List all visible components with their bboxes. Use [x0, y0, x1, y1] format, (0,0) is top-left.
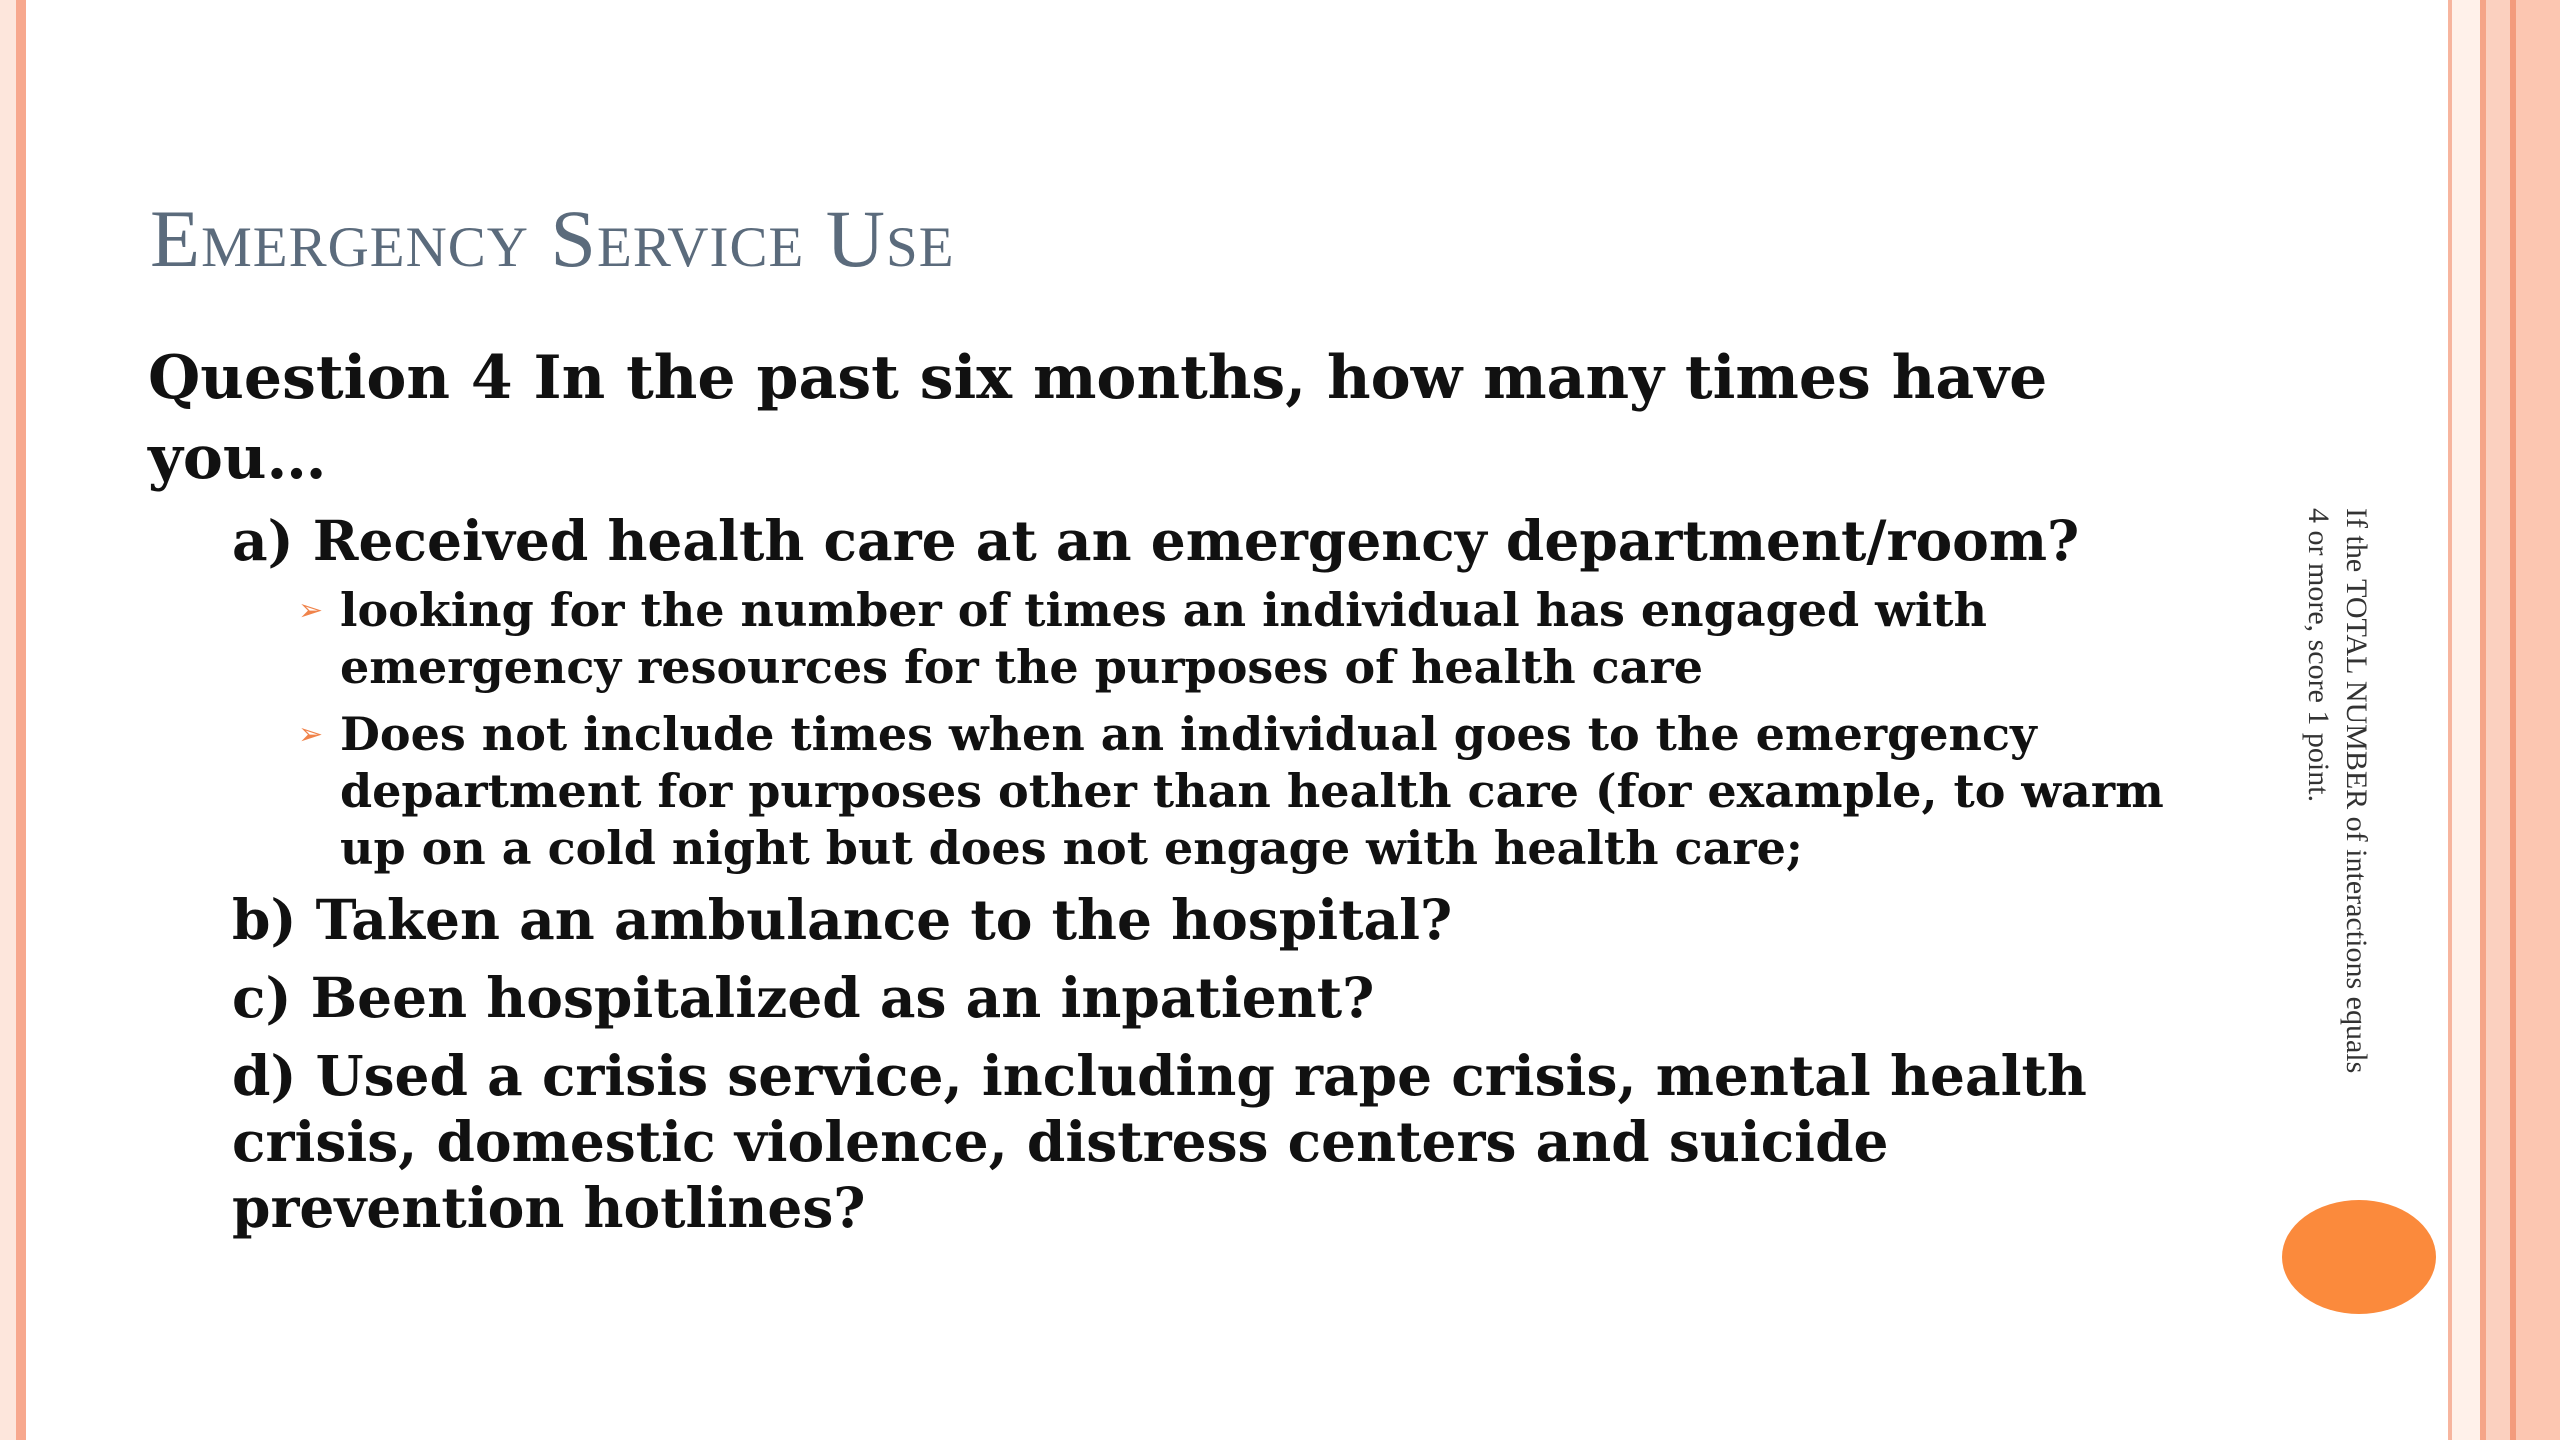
item-b: b) Taken an ambulance to the hospital?: [232, 887, 1453, 952]
item-a: a) Received health care at an emergency department/room?: [232, 508, 2080, 573]
question-text: Question 4 In the past six months, how many times have you…: [148, 343, 2048, 493]
bullet-item: [148, 706, 2208, 877]
bullet-item: [148, 582, 2208, 696]
item-c: c) Been hospitalized as an inpatient?: [232, 965, 1375, 1030]
right-border-band: [2486, 0, 2510, 1440]
right-border-band: [2452, 0, 2480, 1440]
arrow-bullet-icon: ➢: [298, 593, 324, 628]
right-border-band: [2516, 0, 2560, 1440]
arrow-bullet-icon: ➢: [298, 717, 324, 752]
slide-title: Emergency Service Use: [150, 193, 955, 284]
left-border-light: [0, 0, 16, 1440]
bullet-text: Does not include times when an individual goes to the emergency department for purposes other than health care (for example, to warm up on a cold night but does not engage with health care;: [340, 707, 2164, 875]
bullet-text: looking for the number of times an individual has engaged with emergency resources for the purposes of health care: [340, 583, 1987, 694]
item-d: d) Used a crisis service, including rape crisis, mental health crisis, domestic violence, distress centers and suicide prevention hotlines?: [232, 1043, 2087, 1240]
orange-circle-decoration: [2282, 1200, 2436, 1314]
side-note: If the TOTAL NUMBER of interactions equals 4 or more, score 1 point.: [2302, 508, 2373, 1074]
left-border-accent: [16, 0, 26, 1440]
slide-body: [148, 338, 2208, 1253]
